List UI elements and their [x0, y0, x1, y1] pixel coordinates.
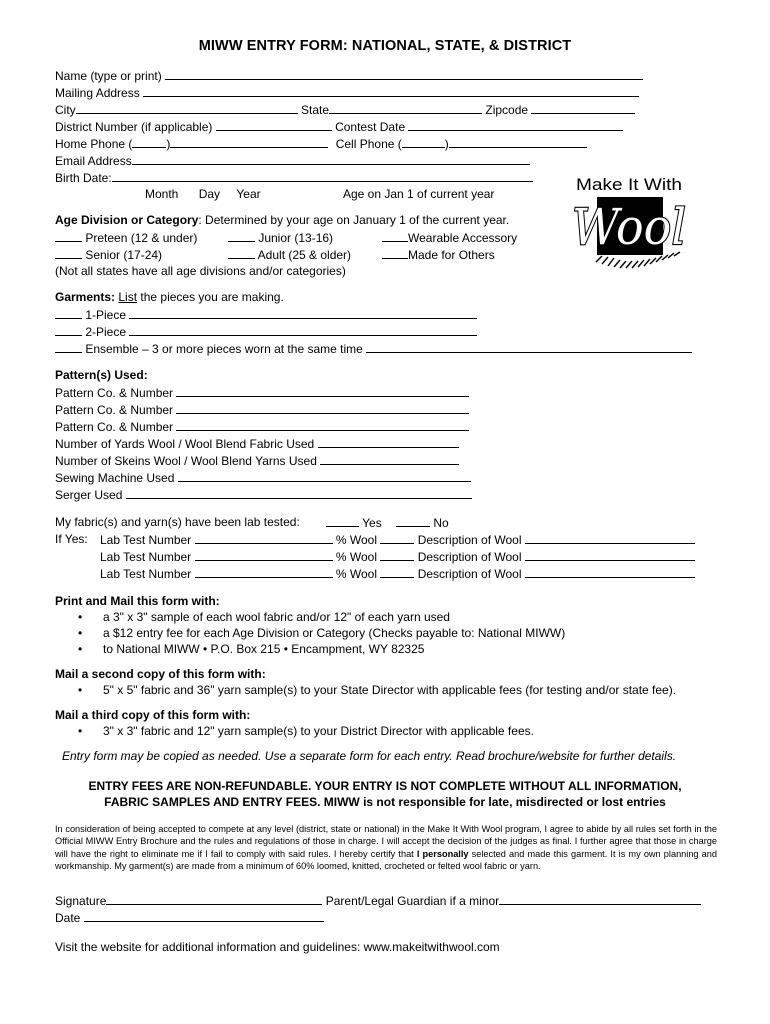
mail1-item-2: a $12 entry fee for each Age Division or Category (Checks payable to: National MIWW) — [103, 626, 566, 640]
pattern-row-2 — [55, 402, 469, 418]
lab-row-1 — [55, 532, 522, 547]
lab-test-field-1[interactable] — [195, 532, 333, 544]
preteen-checkbox[interactable] — [55, 230, 82, 242]
phone-row — [55, 136, 587, 152]
others-checkbox[interactable] — [382, 247, 408, 259]
lab-test-field-2[interactable] — [195, 549, 333, 561]
bullet-dot: • — [78, 626, 83, 640]
1piece-field[interactable] — [129, 307, 477, 319]
date-field[interactable] — [84, 910, 324, 922]
junior-checkbox[interactable] — [228, 230, 255, 242]
patterns-heading: Pattern(s) Used: — [55, 368, 148, 382]
wearable-label: Wearable Accessory — [408, 231, 518, 245]
zip-field[interactable] — [531, 102, 635, 114]
skeins-row — [55, 453, 459, 469]
mail1-item-1: a 3" x 3" sample of each wool fabric and/or 12" of each yarn used — [103, 610, 450, 624]
pct-wool-label: % Wool — [335, 550, 377, 564]
agreement-bold: I personally — [416, 848, 469, 859]
serger-row — [55, 487, 472, 503]
1piece-label: 1-Piece — [82, 308, 127, 322]
sewing-row — [55, 470, 471, 486]
name-field[interactable] — [165, 68, 643, 80]
bullet-dot: • — [78, 610, 83, 624]
contest-date-label: Contest Date — [335, 120, 406, 134]
city-field[interactable] — [76, 102, 298, 114]
pct-wool-field-3[interactable] — [380, 566, 414, 578]
pattern-row-3 — [55, 419, 469, 435]
contest-date-field[interactable] — [408, 119, 623, 131]
garment-ensemble-row — [55, 341, 692, 357]
date-label: Date — [55, 911, 81, 925]
skeins-field[interactable] — [320, 453, 459, 465]
yards-label: Number of Yards Wool / Wool Blend Fabric Used — [55, 437, 315, 451]
lab-test-label: Lab Test Number — [100, 533, 192, 547]
month-hint: Month — [145, 187, 179, 201]
bullet-dot: • — [78, 724, 83, 738]
yards-row — [55, 436, 459, 452]
labtest-no-checkbox[interactable] — [396, 515, 430, 527]
logo-line2: Wool — [572, 198, 686, 256]
ensemble-label: Ensemble – 3 or more pieces worn at the same time — [82, 342, 363, 356]
logo-line1: Make It With — [576, 175, 682, 194]
2piece-field[interactable] — [129, 324, 477, 336]
birth-date-hints — [145, 187, 494, 202]
wearable-checkbox[interactable] — [382, 230, 408, 242]
garment-2piece-row — [55, 324, 477, 340]
pattern-field-1[interactable] — [176, 385, 469, 397]
year-hint: Year — [236, 187, 261, 201]
fees-line-1: ENTRY FEES ARE NON-REFUNDABLE. YOUR ENTRY IS NOT COMPLETE WITHOUT ALL INFORMATION, — [88, 779, 682, 793]
labtest-yes-checkbox[interactable] — [326, 515, 359, 527]
mail1-item-3: to National MIWW • P.O. Box 215 • Encampment, WY 82325 — [103, 642, 425, 656]
signature-label: Signature — [55, 894, 107, 908]
desc-wool-field-1[interactable] — [525, 532, 695, 544]
ifyes-label: If Yes: — [55, 532, 88, 546]
pattern-label: Pattern Co. & Number — [55, 403, 174, 417]
labtest-yes-label: Yes — [359, 516, 382, 530]
age-row-2 — [55, 247, 495, 263]
mail2-heading: Mail a second copy of this form with: — [55, 667, 266, 681]
district-field[interactable] — [216, 119, 332, 131]
email-row — [55, 153, 530, 169]
pct-wool-label: % Wool — [335, 567, 377, 581]
mail1-heading: Print and Mail this form with: — [55, 594, 220, 608]
cell-phone-label: Cell Phone ( — [335, 137, 402, 151]
labtest-no-label: No — [430, 516, 449, 530]
pattern-label: Pattern Co. & Number — [55, 386, 174, 400]
wool-logo-graphic — [566, 172, 692, 284]
pct-wool-field-1[interactable] — [380, 532, 414, 544]
fees-line-2: FABRIC SAMPLES AND ENTRY FEES. MIWW is not responsible for late, misdirected or lost entries — [104, 795, 666, 809]
adult-checkbox[interactable] — [228, 247, 255, 259]
preteen-label: Preteen (12 & under) — [82, 231, 198, 245]
birth-date-row — [55, 170, 533, 186]
pct-wool-field-2[interactable] — [380, 549, 414, 561]
bullet-dot: • — [78, 683, 83, 697]
signature-field[interactable] — [106, 893, 322, 905]
make-it-with-wool-logo — [566, 172, 692, 284]
copy-note: Entry form may be copied as needed. Use a separate form for each entry. Read brochure/website for further details. — [62, 749, 677, 763]
lab-test-label: Lab Test Number — [100, 567, 192, 581]
cell-phone-field[interactable] — [449, 136, 587, 148]
pattern-field-3[interactable] — [176, 419, 469, 431]
mail2-item: 5" x 5" fabric and 36" yarn sample(s) to your State Director with applicable fees (for testing and/or state fee). — [103, 683, 677, 697]
address-row — [55, 85, 639, 101]
desc-wool-field-2[interactable] — [525, 549, 695, 561]
signature-row — [55, 893, 701, 909]
desc-wool-label: Description of Wool — [417, 567, 522, 581]
mail3-heading: Mail a third copy of this form with: — [55, 708, 251, 722]
pattern-label: Pattern Co. & Number — [55, 420, 174, 434]
ensemble-checkbox[interactable] — [55, 341, 82, 353]
sewing-label: Sewing Machine Used — [55, 471, 175, 485]
labtest-question-row — [55, 515, 449, 530]
state-field[interactable] — [329, 102, 482, 114]
state-label: State — [301, 103, 330, 117]
serger-field[interactable] — [126, 487, 472, 499]
garments-list-word: List — [118, 290, 138, 304]
2piece-label: 2-Piece — [82, 325, 127, 339]
pattern-field-2[interactable] — [176, 402, 469, 414]
home-phone-field[interactable] — [170, 136, 328, 148]
birth-date-field[interactable] — [112, 170, 533, 182]
name-row — [55, 68, 643, 84]
home-phone-label: Home Phone ( — [55, 137, 133, 151]
pct-wool-label: % Wool — [335, 533, 377, 547]
age-row-1 — [55, 230, 518, 246]
desc-wool-label: Description of Wool — [417, 550, 522, 564]
ensemble-field[interactable] — [366, 341, 692, 353]
district-row — [55, 119, 623, 135]
guardian-label: Parent/Legal Guardian if a minor — [325, 894, 500, 908]
skeins-label: Number of Skeins Wool / Wool Blend Yarns Used — [55, 454, 317, 468]
bullet-dot: • — [78, 642, 83, 656]
footer-text: Visit the website for additional information and guidelines: www.makeitwithwool.com — [55, 940, 500, 954]
adult-label: Adult (25 & older) — [255, 248, 352, 262]
labtest-question: My fabric(s) and yarn(s) have been lab tested: — [55, 515, 300, 529]
pattern-row-1 — [55, 385, 469, 401]
age-hint: Age on Jan 1 of current year — [342, 187, 495, 201]
serger-label: Serger Used — [55, 488, 123, 502]
cell-phone-paren: ) — [444, 137, 449, 151]
others-label: Made for Others — [408, 248, 495, 262]
cell-phone-area-field[interactable] — [402, 136, 445, 148]
age-description: Determined by your age on January 1 of the current year. — [201, 213, 510, 227]
date-row — [55, 910, 324, 926]
address-label: Mailing Address — [55, 86, 140, 100]
garments-heading-row — [55, 290, 284, 305]
desc-wool-field-3[interactable] — [525, 566, 695, 578]
age-note: (Not all states have all age divisions and/or categories) — [55, 264, 346, 278]
birth-date-label: Birth Date: — [55, 171, 112, 185]
home-phone-area-field[interactable] — [132, 136, 166, 148]
garment-1piece-row — [55, 307, 477, 323]
1piece-checkbox[interactable] — [55, 307, 82, 319]
age-heading-row — [55, 213, 509, 228]
mail3-item: 3" x 3" fabric and 12" yarn sample(s) to your District Director with applicable fees. — [103, 724, 534, 738]
desc-wool-label: Description of Wool — [417, 533, 522, 547]
age-heading: Age Division or Category — [55, 213, 199, 227]
city-label: City — [55, 103, 76, 117]
garments-heading: Garments: — [55, 290, 116, 304]
agreement-part1: In consideration of being accepted to compete at any level (district, state or national) in the Make It With Wool program, I agree to abide by all rules set forth in the Official MIWW Entry Brochure and the rules and regulations of those in charge. I will accept the decision of the judges as final. I further agree that those in charge will have the right to eliminate me if I fail to comply with said rules. I hereby certify that — [55, 824, 717, 859]
yards-field[interactable] — [318, 436, 459, 448]
age-colon: : — [198, 213, 202, 227]
lab-test-label: Lab Test Number — [100, 550, 192, 564]
2piece-checkbox[interactable] — [55, 324, 82, 336]
garments-rest: the pieces you are making. — [137, 290, 284, 304]
junior-label: Junior (13-16) — [255, 231, 334, 245]
name-label: Name (type or print) — [55, 69, 162, 83]
guardian-field[interactable] — [499, 893, 701, 905]
email-label: Email Address — [55, 154, 132, 168]
address-field[interactable] — [143, 85, 639, 97]
day-hint: Day — [198, 187, 221, 201]
senior-label: Senior (17-24) — [82, 248, 163, 262]
city-row — [55, 102, 635, 118]
agreement-paragraph — [55, 823, 717, 873]
home-phone-paren: ) — [166, 137, 171, 151]
agreement-part2: selected and made this garment. It is my own planning and workmanship. My garment(s) are made from a minimum of 60% loomed, knitted, crocheted or felted wool fabric or yarn. — [55, 848, 718, 872]
senior-checkbox[interactable] — [55, 247, 82, 259]
email-field[interactable] — [132, 153, 530, 165]
zip-label: Zipcode — [485, 103, 529, 117]
page-title: MIWW ENTRY FORM: NATIONAL, STATE, & DISTRICT — [198, 38, 572, 54]
sewing-field[interactable] — [178, 470, 471, 482]
lab-test-field-3[interactable] — [195, 566, 333, 578]
district-label: District Number (if applicable) — [55, 120, 213, 134]
